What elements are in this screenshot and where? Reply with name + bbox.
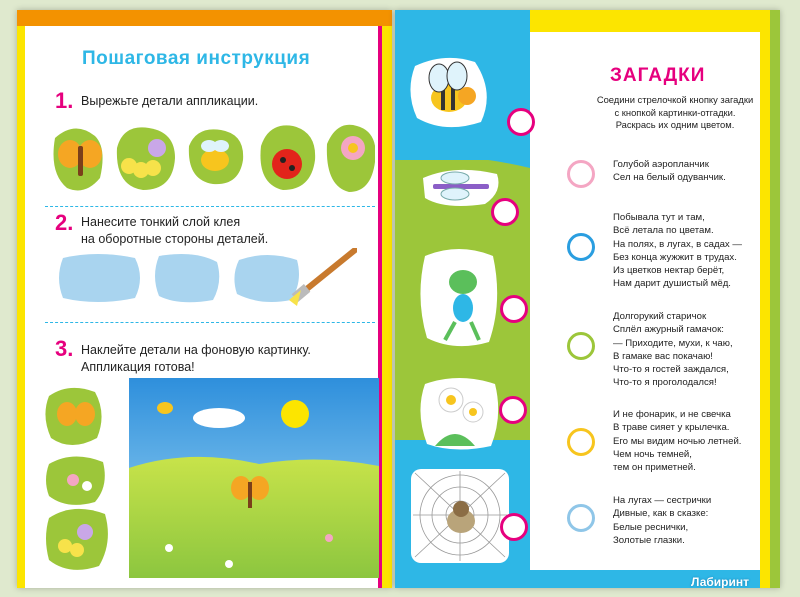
divider-1 [45, 206, 375, 208]
picture-button-dragonfly[interactable] [491, 198, 519, 226]
riddle-button-3[interactable] [567, 332, 595, 360]
step-2-text: Нанесите тонкий слой клея на оборотные стороны деталей. [81, 215, 269, 246]
riddle-2: Побывала тут и там, Всё летала по цветам. На полях, в лугах, в садах — Без конца жужжит в трудах. Из цветков нектар берёт, Нам дарит душистый мёд. [613, 212, 742, 290]
step-3-number: 3. [55, 336, 74, 361]
riddle-button-5[interactable] [567, 504, 595, 532]
glue-shapes [57, 248, 357, 308]
picture-button-bee[interactable] [507, 108, 535, 136]
cutouts-row [45, 118, 375, 200]
riddle-button-1[interactable] [567, 160, 595, 188]
step-3-cutouts [43, 382, 123, 578]
page-title: Пошаговая инструкция [82, 48, 311, 69]
bee-cutout [189, 129, 243, 184]
chamomile-picture [415, 372, 505, 452]
spider-picture [405, 465, 515, 565]
watermark: Лабиринт [691, 575, 750, 588]
sun-icon [281, 400, 309, 428]
riddle-1: Голубой аэропланчик Сел на белый одуванчик. [613, 159, 726, 184]
riddle-3: Долгорукий старичок Сплёл ажурный гамачок: — Приходите, мухи, к чаю, В гамаке вас покачаю! Что-то я гостей заждался, Что-то я проголодался! [613, 311, 733, 389]
step-1-text: Вырежьте детали аппликации. [81, 94, 259, 108]
glue-shape-1 [59, 254, 140, 302]
riddle-button-4[interactable] [567, 428, 595, 456]
riddle-5: На лугах — сестрички Дивные, как в сказке: Белые реснички, Золотые глазки. [613, 495, 712, 546]
flower-cutout [327, 125, 375, 192]
riddle-button-2[interactable] [567, 233, 595, 261]
grasshopper-picture [415, 242, 505, 352]
dragonfly-picture [415, 160, 505, 210]
side-bar-right [382, 26, 392, 588]
right-page [395, 10, 780, 588]
picture-button-spider[interactable] [500, 513, 528, 541]
divider-2 [45, 322, 375, 324]
ladybug-cutout [260, 125, 315, 190]
brush-icon [289, 250, 355, 306]
picture-button-chamomile[interactable] [499, 396, 527, 424]
glue-shape-2 [155, 254, 219, 302]
riddle-4: И не фонарик, и не свечка В траве сияет у крылечка. Его мы видим ночью летней. Чем ночь темней, тем он приметней. [613, 409, 742, 474]
glue-shape-3 [234, 255, 299, 302]
bee-icon [157, 402, 173, 414]
left-page [17, 10, 392, 588]
step-2-number: 2. [55, 210, 74, 235]
top-bar-yellow [530, 10, 780, 32]
top-bar-orange [17, 10, 392, 26]
step-1-number: 1. [55, 88, 74, 113]
background-scene [129, 378, 379, 578]
caterpillar-cutout [117, 127, 175, 190]
page-title: ЗАГАДКИ [610, 65, 706, 86]
instruction-text: Соедини стрелочкой кнопку загадки с кнопкой картинки-отгадки. Раскрась их одним цветом. [596, 94, 754, 130]
picture-button-grasshopper[interactable] [500, 295, 528, 323]
step-3-text: Наклейте детали на фоновую картинку. Аппликация готова! [81, 343, 311, 374]
bee-picture [405, 52, 505, 132]
side-bar-yellow [17, 26, 25, 588]
butterfly-cutout [54, 128, 103, 190]
